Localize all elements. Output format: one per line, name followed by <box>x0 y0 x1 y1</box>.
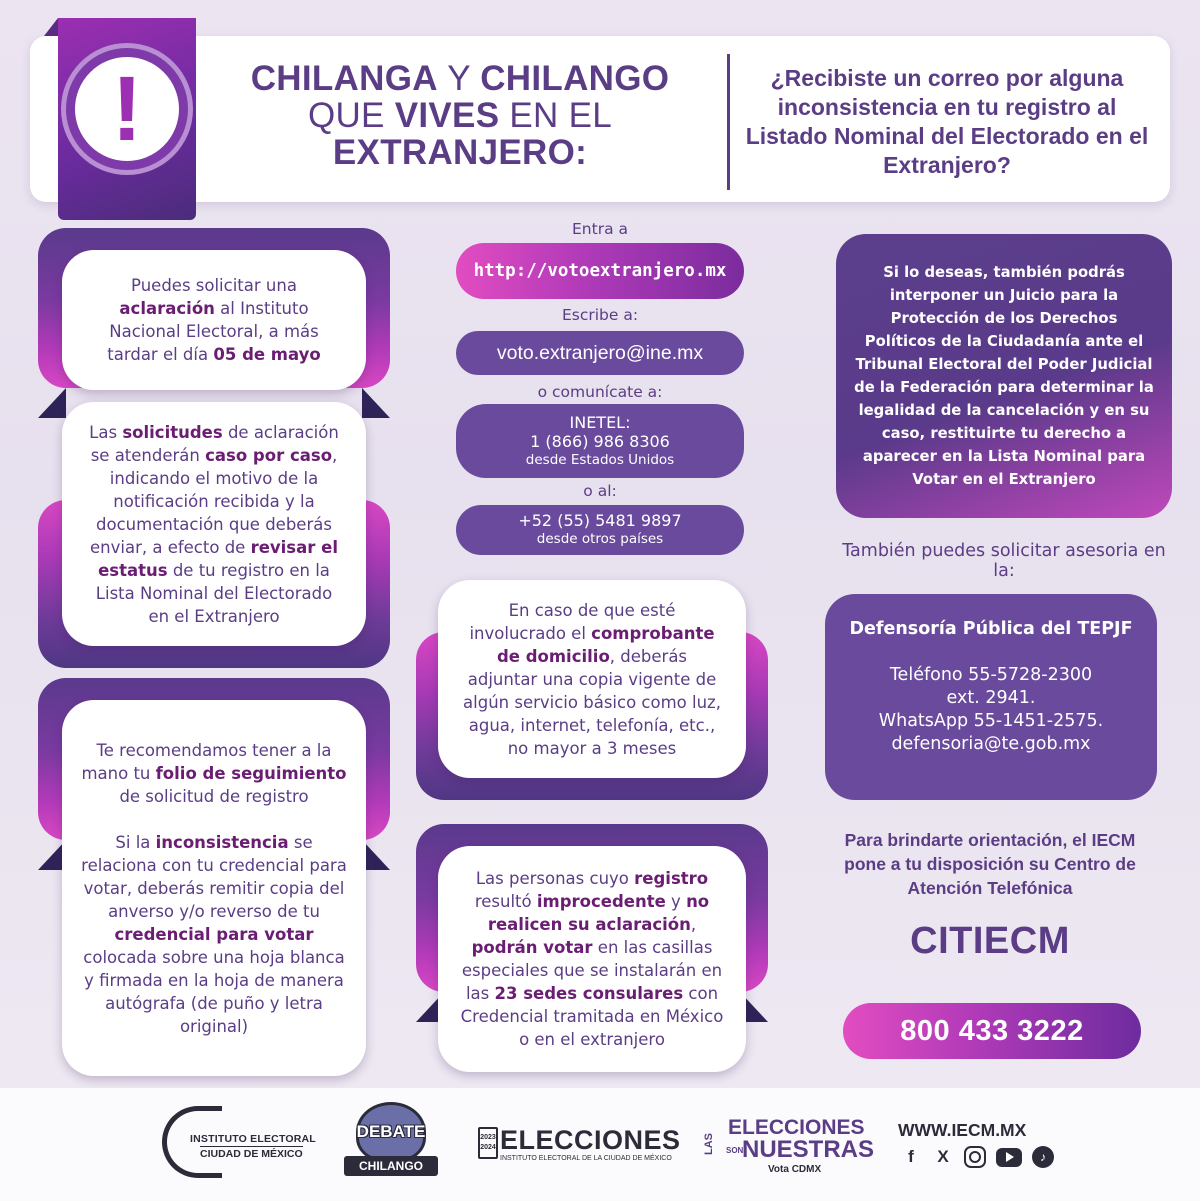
text: en las casillas especiales que se instalarán en las <box>461 938 723 1003</box>
bold-text: revisar el estatus <box>98 537 338 580</box>
tiktok-icon[interactable]: ♪ <box>1032 1146 1054 1168</box>
text: En caso de que esté involucrado el <box>469 600 676 643</box>
text: Te recomendamos tener a la mano tu <box>81 740 332 783</box>
ballot-box-icon: 2023 2024 <box>478 1127 498 1159</box>
instagram-icon[interactable] <box>964 1146 986 1168</box>
text: , <box>690 915 697 934</box>
bold-text: aclaración <box>119 299 215 318</box>
card-solicitudes <box>62 402 366 646</box>
nuestras-son: SON <box>726 1146 744 1155</box>
inetel-name: INETEL: <box>569 412 631 432</box>
bold-text: improcedente <box>536 892 666 911</box>
card-comprobante <box>438 580 746 778</box>
text: , indicando el motivo de la notificación recibida y la documentación que deberás enviar, a efecto de <box>90 445 338 557</box>
text: de aclaración se atenderán <box>90 422 339 465</box>
defensoria-phone[interactable]: Teléfono 55-5728-2300 <box>889 665 1093 685</box>
title-word: QUE <box>307 96 395 135</box>
defensoria-ext: ext. 2941. <box>946 688 1036 708</box>
juicio-box <box>836 234 1172 518</box>
defensoria-title: Defensoría Pública del TEPJF <box>849 619 1133 639</box>
citiecm-title: CITIECM <box>910 920 1070 962</box>
website-link[interactable]: http://votoextranjero.mx <box>456 243 744 299</box>
defensoria-whatsapp[interactable]: WhatsApp 55-1451-2575. <box>878 711 1104 731</box>
inetel-phone: 1 (866) 986 8306 <box>530 431 670 451</box>
card-improcedente <box>438 846 746 1072</box>
write-label: Escribe a: <box>561 306 639 324</box>
alert-icon <box>66 48 188 170</box>
text: con Credencial tramitada en México o en el extranjero <box>460 984 724 1049</box>
intl-phone: +52 (55) 5481 9897 <box>518 511 682 530</box>
text: Si la <box>115 832 156 852</box>
debate-chilango-logo[interactable] <box>344 1100 438 1184</box>
ribbon-fold <box>362 840 390 870</box>
text: se relaciona con tu credencial para votar, deberás remitir copia del anverso y/o reverso de tu <box>81 832 347 921</box>
text: Puedes solicitar una <box>131 276 297 295</box>
elecciones-word: ELECCIONES <box>500 1125 681 1155</box>
bold-text: registro <box>634 869 709 888</box>
text: de solicitud de registro <box>119 786 309 806</box>
text: colocada sobre una hoja blanca y firmada en la hoja de manera autógrafa (de puño y letra original) <box>83 947 345 1036</box>
iecm-logo[interactable] <box>160 1102 316 1182</box>
title-word: VIVES <box>394 96 500 135</box>
elecciones-logo[interactable] <box>478 1125 681 1169</box>
nuestras-word: NUESTRAS <box>742 1136 875 1163</box>
text: Las personas cuyo <box>475 869 635 888</box>
card-text <box>84 421 344 628</box>
debate-top-text: DEBATE <box>356 1122 426 1141</box>
asesoria-label: También puedes solicitar asesoria en la: <box>842 541 1166 581</box>
elecciones-nuestras-logo[interactable] <box>703 1116 875 1180</box>
email-link[interactable]: voto.extranjero@ine.mx <box>456 331 744 375</box>
or-label: o al: <box>583 482 617 500</box>
debate-band-text: CHILANGO <box>344 1156 438 1176</box>
social-icons <box>900 1146 1054 1168</box>
citiecm-phone-button[interactable]: 800 433 3222 <box>843 1003 1141 1059</box>
text: de tu registro en la Lista Nominal del Electorado en el Extranjero <box>95 560 333 626</box>
x-icon[interactable]: X <box>937 1147 949 1166</box>
intl-phone-pill[interactable] <box>456 505 744 555</box>
iecm-logo-line2: CIUDAD DE MÉXICO <box>200 1148 303 1160</box>
title-word: EXTRANJERO: <box>332 133 588 172</box>
bold-text: solicitudes <box>122 422 223 442</box>
card-aclaracion <box>62 250 366 390</box>
bold-text: folio de seguimiento <box>155 763 347 783</box>
juicio-text: Si lo deseas, también podrás interponer un Juicio para la Protección de los Derechos Políticos de la Ciudadanía ante el Tribunal Electoral del Poder Judicial de la Federación para determinar la legalidad de la cancelación y en su caso, restituirte tu derecho a aparecer en la Lista Nominal para Votar en el Extranjero <box>854 264 1154 488</box>
bold-text: 23 sedes consulares <box>494 984 684 1003</box>
page-title <box>212 60 708 171</box>
text: , deberás adjuntar una copia vigente de algún servicio básico como luz, agua, internet, telefonía, etc., no mayor a 3 meses <box>463 646 721 758</box>
card-text <box>460 867 724 1051</box>
ribbon-fold <box>362 388 390 418</box>
orientation-text: Para brindarte orientación, el IECM pone a tu disposición su Centro de Atención Telefónica <box>844 830 1136 898</box>
defensoria-box <box>825 594 1157 800</box>
card-text <box>84 274 344 366</box>
title-word: EN EL <box>499 96 613 135</box>
website-footer-link[interactable]: WWW.IECM.MX <box>898 1120 1027 1140</box>
contact-label: o comunícate a: <box>537 383 663 401</box>
title-word: Y <box>437 59 481 98</box>
header-divider <box>727 54 730 190</box>
vota-cdmx: Vota CDMX <box>768 1164 822 1175</box>
title-word: CHILANGO <box>480 59 670 98</box>
text: resultó <box>474 892 537 911</box>
facebook-icon[interactable]: f <box>908 1147 914 1166</box>
elecciones-sub: INSTITUTO ELECTORAL DE LA CIUDAD DE MÉXICO <box>500 1155 672 1162</box>
text: al Instituto Nacional Electoral, a más tardar el día <box>107 299 319 364</box>
iecm-logo-line1: INSTITUTO ELECTORAL <box>190 1133 316 1145</box>
inetel-phone-pill[interactable] <box>456 404 744 478</box>
alert-symbol: ! <box>111 58 143 160</box>
bold-text: inconsistencia <box>155 832 289 852</box>
title-word: CHILANGA <box>250 59 438 98</box>
card-text <box>80 739 348 1038</box>
inetel-note: desde Estados Unidos <box>525 451 675 468</box>
bold-text: caso por caso <box>205 445 333 465</box>
bold-text: credencial para votar <box>114 924 314 944</box>
card-folio <box>62 700 366 1076</box>
defensoria-email[interactable]: defensoria@te.gob.mx <box>891 734 1091 754</box>
intl-note: desde otros países <box>536 531 664 547</box>
youtube-icon[interactable] <box>996 1148 1022 1167</box>
bold-text: podrán votar <box>471 938 593 957</box>
text: y <box>665 892 687 911</box>
bold-text: comprobante de domicilio <box>496 623 715 666</box>
ribbon-fold <box>38 388 66 418</box>
nuestras-vertical: LAS <box>703 1133 715 1155</box>
text: Las <box>89 422 123 442</box>
header-question: ¿Recibiste un correo por alguna inconsistencia en tu registro al Listado Nominal del Electorado en el Extranjero? <box>745 65 1149 178</box>
enter-label: Entra a <box>572 220 628 238</box>
card-text <box>460 599 724 760</box>
bold-text: no realicen su aclaración <box>487 892 710 934</box>
nuestras-elecciones: ELECCIONES <box>728 1116 865 1139</box>
bold-text: 05 de mayo <box>213 345 321 364</box>
